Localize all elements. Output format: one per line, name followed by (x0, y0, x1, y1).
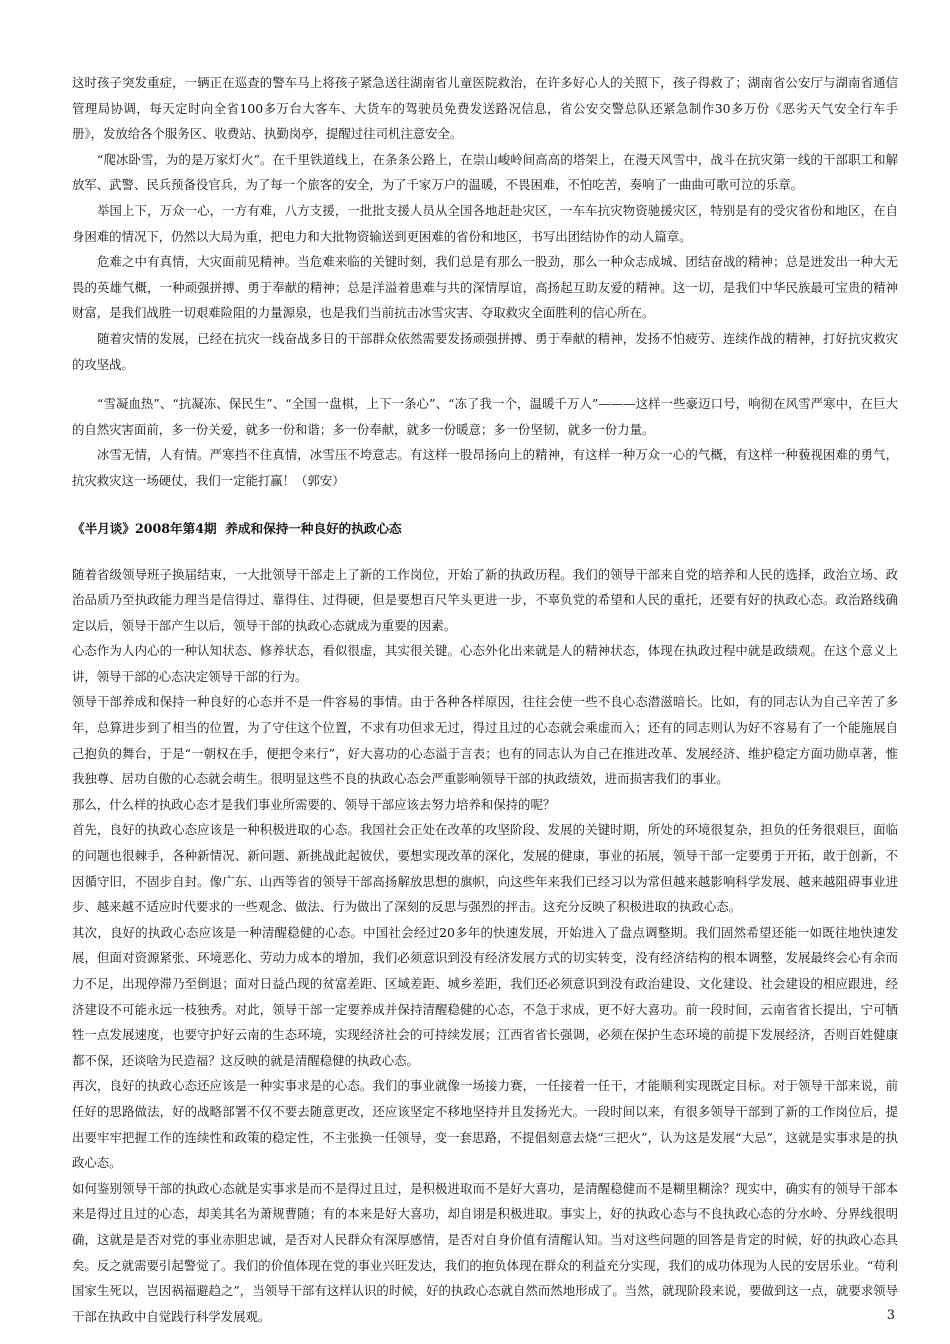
article-paragraph-7: 再次，良好的执政心态还应该是一种实事求是的心态。我们的事业就像一场接力赛，一任接着一任干，才能顺利实现既定目标。对于领导干部来说，前任好的思路做法，好的战略部署不仅不要去随意更改，还应该坚定不移地坚持并且发扬光大。一段时间以来，有很多领导干部到了新的工作岗位后，提出要牢牢把握工作的连续性和政策的稳定性，不主张换一任领导，变一套思路，不提倡刻意去烧“三把火”，认为这是发展“大忌”，这就是实事求是的执政心态。 (72, 1078, 898, 1171)
paragraph-6: “雪凝血热”、“抗凝冻、保民生”、“全国一盘棋，上下一条心”、“冻了我一个，温暖千万人”———这样一些豪迈口号，响彻在风雪严寒中，在巨大的自然灾害面前，多一份关爱，就多一份和谐；多一份奉献，就多一份暖意；多一份坚韧，就多一份力量。 (72, 396, 898, 437)
document-page (72, 70, 898, 1329)
article-paragraph-5: 首先，良好的执政心态应该是一种积极进取的心态。我国社会正处在改革的攻坚阶段、发展的关键时期，所处的环境很复杂，担负的任务很艰巨，面临的问题也很棘手，各种新情况、新问题、新挑战此起彼伏，要想实现改革的深化，发展的健康，事业的拓展，领导干部一定要勇于开拓，敢于创新，不因循守旧，不固步自封。像广东、山西等省的领导干部高扬解放思想的旗帜，向这些年来我们已经习以为常但越来越影响科学发展、越来越阻碍事业进步、越来越不适应时代要求的一些观念、做法、行为做出了深刻的反思与强烈的抨击。这充分反映了积极进取的执政心态。 (72, 822, 898, 915)
paragraph-spacer (72, 377, 898, 391)
article-paragraph-8: 如何鉴别领导干部的执政心态就是实事求是而不是得过且过，是积极进取而不是好大喜功，是清醒稳健而不是糊里糊涂？现实中，确实有的领导干部本来是得过且过的心态，却美其名为萧规曹随；有的本来是好大喜功，却自诩是积极进取。事实上，好的执政心态与不良执政心态的分水岭、分界线很明确，这就是是否对党的事业赤胆忠诚，是否对人民群众有深厚感情，是否对自身价值有清醒认知。当对这些问题的回答是肯定的时候，好的执政心态具矣。反之就需要引起警觉了。我们的价值体现在党的事业兴旺发达，我们的抱负体现在群众的利益充分实现，我们的成功体现为人民的安居乐业。“苟利国家生死以，岂因祸福避趋之”，当领导干部有这样认识的时候，好的执政心态就自然而然地形成了。当然，就现阶段来说，要做到这一点，就要求领导干部在执政中自觉践行科学发展观。 (72, 1180, 898, 1324)
paragraph-3: 举国上下，万众一心，一方有难，八方支援，一批批支援人员从全国各地赶赴灾区，一车车抗灾物资驰援灾区，特别是有的受灾省份和地区，在自身困难的情况下，仍然以大局为重，把电力和大批物资输送到更困难的省份和地区，书写出团结协作的动人篇章。 (72, 202, 898, 244)
article-heading: 《半月谈》2008年第4期 养成和保持一种良好的执政心态 (72, 520, 402, 536)
article-paragraph-3: 领导干部养成和保持一种良好的心态并不是一件容易的事情。由于各种各样原因，往往会使一些不良心态潜滋暗长。比如，有的同志认为自己辛苦了多年，总算进步到了相当的位置，为了守住这个位置，不求有功但求无过，得过且过的心态就会乘虚而入；还有的同志则认为好不容易有了一个能施展自己抱负的舞台，于是“一朝权在手，便把令来行”，好大喜功的心态溢于言表；也有的同志认为自己在推进改革、发展经济、维护稳定方面功勋卓著，惟我独尊、居功自傲的心态就会萌生。很明显这些不良的执政心态会严重影响领导干部的执政绩效，进而损害我们的事业。 (72, 694, 898, 787)
page-number: 3 (886, 1308, 895, 1323)
heading-spacer-top (72, 494, 898, 518)
heading-spacer-bottom (72, 540, 898, 562)
paragraph-1: 这时孩子突发重症，一辆正在巡查的警车马上将孩子紧急送往湖南省儿童医院救治，在许多好心人的关照下，孩子得救了；湖南省公安厅与湖南省通信管理局协调，每天定时向全省100多万台大客车、大货车的驾驶员免费发送路况信息，省公安交警总队还紧急制作30多万份《恶劣天气安全行车手册》，发放给各个服务区、收费站、执勤岗亭，提醒过往司机注意安全。 (72, 75, 898, 142)
paragraph-4: 危难之中有真情，大灾面前见精神。当危难来临的关键时刻，我们总是有那么一股劲，那么一种众志成城、团结奋战的精神；总是迸发出一种大无畏的英雄气概，一种顽强拼搏、勇于奉献的精神；总是洋溢着患难与共的深情厚谊，高扬起互助友爱的精神。这一切，是我们中华民族最可宝贵的精神财富，是我们战胜一切艰难险阻的力量源泉，也是我们当前抗击冰雪灾害、夺取救灾全面胜利的信心所在。 (72, 254, 898, 321)
article-paragraph-2: 心态作为人内心的一种认知状态、修养状态，看似很虚，其实很关键。心态外化出来就是人的精神状态，体现在执政过程中就是政绩观。在这个意义上讲，领导干部的心态决定领导干部的行为。 (72, 643, 898, 684)
article-paragraph-4: 那么，什么样的执政心态才是我们事业所需要的、领导干部应该去努力培养和保持的呢？ (72, 796, 556, 812)
paragraph-5: 随着灾情的发展，已经在抗灾一线奋战多日的干部群众依然需要发扬顽强拼搏、勇于奉献的精神，发扬不怕疲劳、连续作战的精神，打好抗灾救灾的攻坚战。 (72, 330, 898, 372)
article-paragraph-6: 其次，良好的执政心态应该是一种清醒稳健的心态。中国社会经过20多年的快速发展，开始进入了盘点调整期。我们固然希望还能一如既往地快速发展，但面对资源紧张、环境恶化、劳动力成本的增加，我们必须意识到没有经济发展方式的切实转变，没有经济结构的根本调整，发展最终会心有余而力不足，出现停滞乃至倒退；面对日益凸现的贫富差距、区域差距、城乡差距，我们还必须意识到没有政治建设、文化建设、社会建设的相应跟进，经济建设不可能永远一枝独秀。对此，领导干部一定要养成并保持清醒稳健的心态，不急于求成，更不好大喜功。前一段时间，云南省省长提出，宁可牺牲一点发展速度，也要守护好云南的生态环境，实现经济社会的可持续发展；江西省省长强调，必须在保护生态环境的前提下发展经济，否则百姓健康都不保，还谈啥为民造福？这反映的就是清醒稳健的执政心态。 (72, 924, 898, 1068)
paragraph-2: “爬冰卧雪，为的是万家灯火”。在千里铁道线上，在条条公路上，在崇山峻岭间高高的塔架上，在漫天风雪中，战斗在抗灾第一线的干部职工和解放军、武警、民兵预备役官兵，为了每一个旅客的安全，为了千家万户的温暖，不畏困难，不怕吃苦，奏响了一曲曲可歌可泣的乐章。 (72, 151, 898, 193)
article-paragraph-1: 随着省级领导班子换届结束，一大批领导干部走上了新的工作岗位，开始了新的执政历程。我们的领导干部来自党的培养和人民的选择，政治立场、政治品质乃至执政能力理当是信得过、靠得住、过得硬，但是要想百尺竿头更进一步，不辜负党的希望和人民的重托，还要有好的执政心态。政治路线确定以后，领导干部产生以后，领导干部的执政心态就成为重要的因素。 (72, 566, 898, 633)
paragraph-7: 冰雪无情，人有情。严寒挡不住真情，冰雪压不垮意志。有这样一股昂扬向上的精神，有这样一种万众一心的气概，有这样一种藐视困难的勇气，抗灾救灾这一场硬仗，我们一定能打赢！（郭安） (72, 447, 898, 488)
